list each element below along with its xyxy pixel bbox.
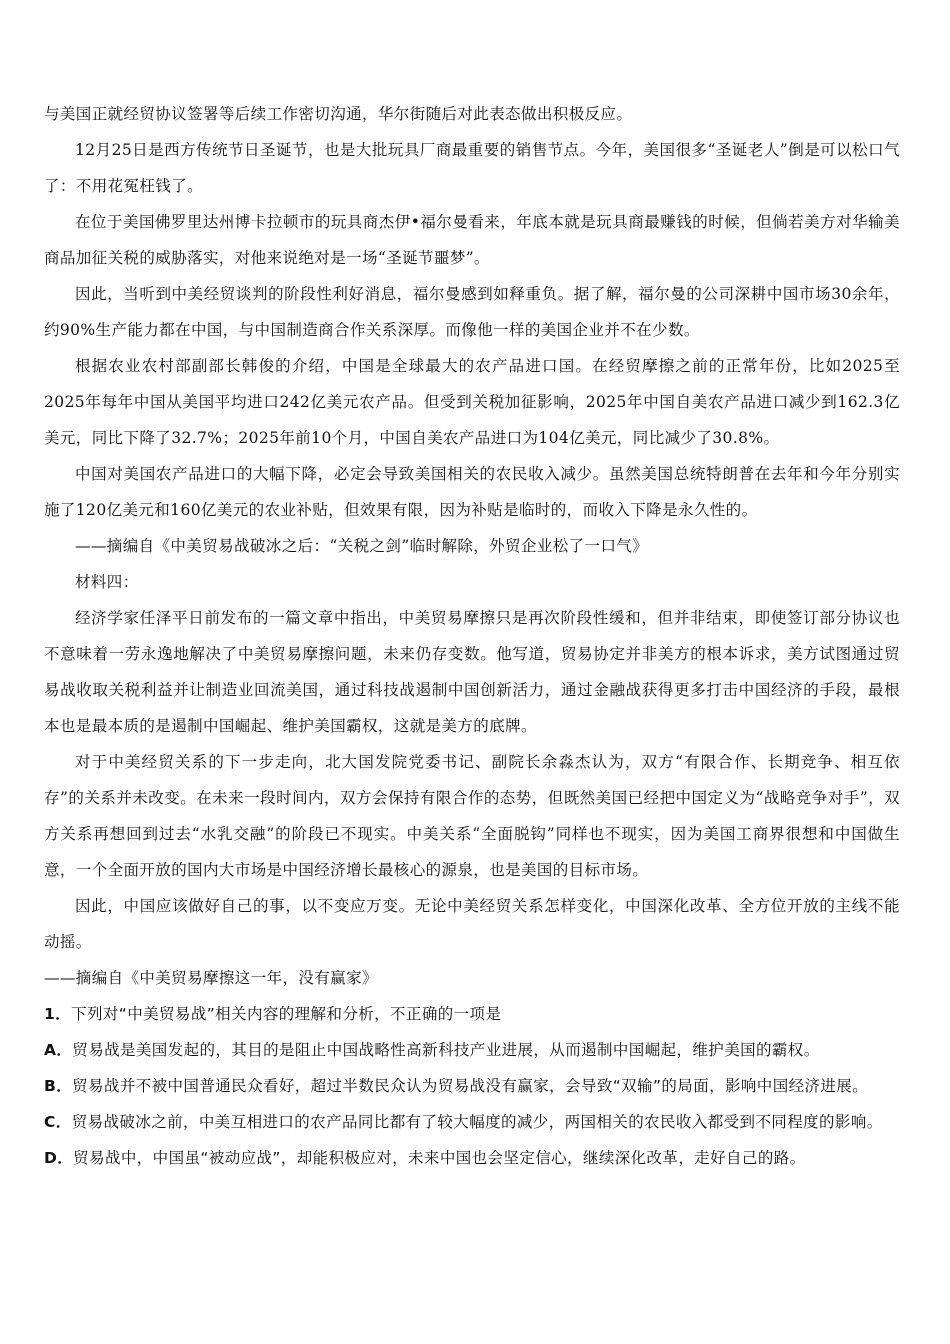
- passage-paragraph-2: 12月25日是西方传统节日圣诞节，也是大批玩具厂商最重要的销售节点。今年，美国很多“圣诞老人”倒是可以松口气了：不用花冤枉钱了。: [44, 141, 900, 195]
- passage-paragraph-1: 与美国正就经贸协议签署等后续工作密切沟通，华尔街随后对此表态做出积极反应。: [44, 105, 633, 123]
- material-4-label: 材料四：: [75, 573, 139, 591]
- passage-paragraph-8: 对于中美经贸关系的下一步走向，北大国发院党委书记、副院长余淼杰认为，双方“有限合作、长期竞争、相互依存”的关系并未改变。在未来一段时间内，双方会保持有限合作的态势，但既然美国已经把中国定义为“战略竞争对手”，双方关系再想回到过去“水乳交融”的阶段已不现实。中美关系“全面脱钩”同样也不现实，因为美国工商界很想和中国做生意，一个全面开放的国内大市场是中国经济增长最核心的源泉，也是美国的目标市场。: [44, 753, 900, 879]
- option-b-text: 贸易战并不被中国普通民众看好，超过半数民众认为贸易战没有赢家，会导致“双输”的局面，影响中国经济进展。: [72, 1077, 869, 1095]
- question-stem-text: 下列对“中美贸易战”相关内容的理解和分析，不正确的一项是: [71, 1005, 502, 1023]
- option-b-key: B．: [44, 1077, 73, 1095]
- option-d-key: D．: [44, 1149, 74, 1167]
- option-b[interactable]: [44, 1068, 900, 1104]
- document-page: [44, 96, 900, 1176]
- option-d-text: 贸易战中，中国虽“被动应战”，却能积极应对，未来中国也会坚定信心，继续深化改革，走好自己的路。: [73, 1149, 806, 1167]
- question-number: 1．: [44, 1005, 72, 1023]
- passage-paragraph-7: 经济学家任泽平日前发布的一篇文章中指出，中美贸易摩擦只是再次阶段性缓和，但并非结束，即使签订部分协议也不意味着一劳永逸地解决了中美贸易摩擦问题，未来仍存变数。他写道，贸易协定并非美方的根本诉求，美方试图通过贸易战收取关税利益并让制造业回流美国，通过科技战遏制中国创新活力，通过金融战获得更多打击中国经济的手段，最根本也是最本质的是遏制中国崛起、维护美国霸权，这就是美方的底牌。: [44, 609, 900, 735]
- passage-paragraph-4: 因此，当听到中美经贸谈判的阶段性利好消息，福尔曼感到如释重负。据了解，福尔曼的公司深耕中国市场30余年，约90%生产能力都在中国，与中国制造商合作关系深厚。而像他一样的美国企业并不在少数。: [44, 285, 900, 339]
- material-4-source: ——摘编自《中美贸易摩擦这一年，没有赢家》: [44, 969, 378, 987]
- option-a-key: A．: [44, 1041, 73, 1059]
- option-d[interactable]: [44, 1140, 900, 1176]
- question-stem: [44, 996, 900, 1032]
- option-a[interactable]: [44, 1032, 900, 1068]
- option-c-text: 贸易战破冰之前，中美互相进口的农产品同比都有了较大幅度的减少，两国相关的农民收入都受到不同程度的影响。: [71, 1113, 883, 1131]
- passage-paragraph-9: 因此，中国应该做好自己的事，以不变应万变。无论中美经贸关系怎样变化，中国深化改革、全方位开放的主线不能动摇。: [44, 897, 900, 951]
- passage-paragraph-3: 在位于美国佛罗里达州博卡拉顿市的玩具商杰伊•福尔曼看来，年底本就是玩具商最赚钱的时候，但倘若美方对华输美商品加征关税的威胁落实，对他来说绝对是一场“圣诞节噩梦”。: [44, 213, 900, 267]
- option-a-text: 贸易战是美国发起的，其目的是阻止中国战略性高新科技产业进展，从而遏制中国崛起，维护美国的霸权。: [72, 1041, 820, 1059]
- option-c[interactable]: [44, 1104, 900, 1140]
- option-c-key: C．: [44, 1113, 72, 1131]
- passage-paragraph-5: 根据农业农村部副部长韩俊的介绍，中国是全球最大的农产品进口国。在经贸摩擦之前的正常年份，比如2025至2025年每年中国从美国平均进口242亿美元农产品。但受到关税加征影响，2025年中国自美农产品进口减少到162.3亿美元，同比下降了32.7%；2025年前10个月，中国自美农产品进口为104亿美元，同比减少了30.8%。: [44, 357, 900, 447]
- passage-paragraph-6: 中国对美国农产品进口的大幅下降，必定会导致美国相关的农民收入减少。虽然美国总统特朗普在去年和今年分别实施了120亿美元和160亿美元的农业补贴，但效果有限，因为补贴是临时的，而收入下降是永久性的。: [44, 465, 900, 519]
- material-3-source: ——摘编自《中美贸易战破冰之后：“关税之剑”临时解除，外贸企业松了一口气》: [75, 537, 649, 555]
- question-1: [44, 996, 900, 1176]
